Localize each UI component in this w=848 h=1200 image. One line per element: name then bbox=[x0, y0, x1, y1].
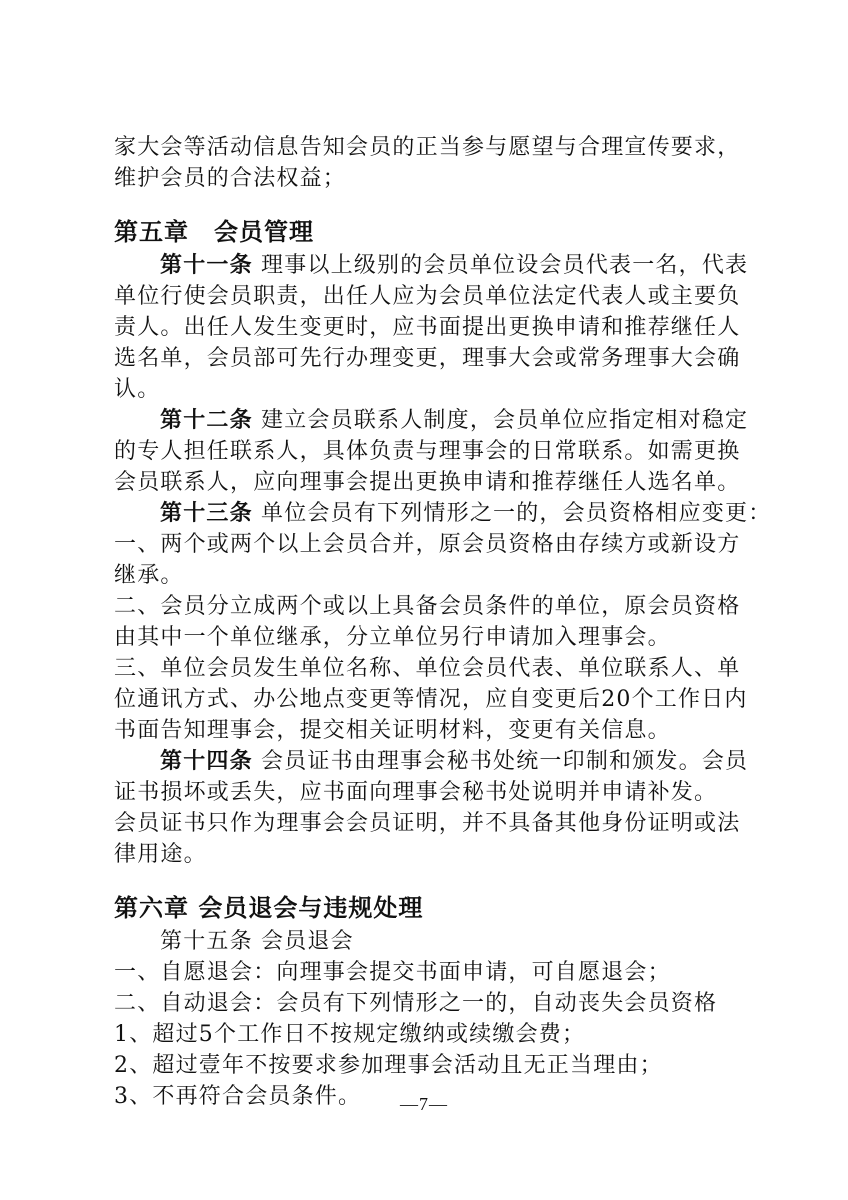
paragraph-line: 二、自动退会：会员有下列情形之一的，自动丧失会员资格 bbox=[114, 991, 718, 1016]
paragraph-line: 继承。 bbox=[114, 563, 184, 588]
paragraph-line: 2、超过壹年不按要求参加理事会活动且无正当理由； bbox=[114, 1053, 663, 1078]
article-first-line bbox=[114, 926, 754, 957]
paragraph-line: 认。 bbox=[114, 377, 161, 402]
paragraph-line: 由其中一个单位继承，分立单位另行申请加入理事会。 bbox=[114, 625, 671, 650]
chapter-title: 第六章 会员退会与违规处理 bbox=[114, 894, 424, 922]
paragraph-line: 单位行使会员职责，出任人应为会员单位法定代表人或主要负 bbox=[114, 284, 741, 309]
paragraph-line: 一、自愿退会：向理事会提交书面申请，可自愿退会； bbox=[114, 960, 671, 985]
paragraph-line: 位通讯方式、办公地点变更等情况，应自变更后20个工作日内 bbox=[114, 687, 748, 712]
article-label: 第十三条 bbox=[160, 500, 253, 526]
paragraph-line: 会员证书只作为理事会会员证明，并不具备其他身份证明或法 bbox=[114, 811, 741, 836]
article-text: 会员证书由理事会秘书处统一印制和颁发。会员 bbox=[261, 749, 749, 774]
article-text: 理事以上级别的会员单位设会员代表一名，代表 bbox=[261, 253, 749, 278]
paragraph-line: 一、两个或两个以上会员合并，原会员资格由存续方或新设方 bbox=[114, 532, 741, 557]
paragraph-line: 选名单，会员部可先行办理变更，理事大会或常务理事大会确 bbox=[114, 346, 741, 371]
paragraph-line: 的专人担任联系人，具体负责与理事会的日常联系。如需更换 bbox=[114, 439, 741, 464]
chapter-title: 第五章 会员管理 bbox=[114, 218, 314, 246]
paragraph-line: 3、不再符合会员条件。 bbox=[114, 1084, 362, 1109]
paragraph-line: 二、会员分立成两个或以上具备会员条件的单位，原会员资格 bbox=[114, 594, 741, 619]
page-content bbox=[114, 132, 772, 1112]
paragraph-line: 责人。出任人发生变更时，应书面提出更换申请和推荐继任人 bbox=[114, 315, 741, 340]
article-label: 第十二条 bbox=[160, 407, 253, 433]
article-label: 第十五条 bbox=[160, 929, 253, 954]
paragraph-line: 维护会员的合法权益； bbox=[114, 166, 347, 191]
article-first-line bbox=[114, 746, 754, 777]
paragraph-line: 律用途。 bbox=[114, 842, 207, 867]
article-first-line bbox=[114, 250, 754, 281]
article-text: 会员退会 bbox=[261, 929, 354, 954]
section-gap bbox=[114, 194, 754, 214]
paragraph-line: 证书损坏或丢失，应书面向理事会秘书处说明并申请补发。 bbox=[114, 780, 718, 805]
paragraph-line: 1、超过5个工作日不按规定缴纳或续缴会费； bbox=[114, 1022, 586, 1047]
paragraph-line: 三、单位会员发生单位名称、单位会员代表、单位联系人、单 bbox=[114, 656, 741, 681]
paragraph-line: 家大会等活动信息告知会员的正当参与愿望与合理宣传要求， bbox=[114, 135, 741, 160]
paragraph-line: 书面告知理事会，提交相关证明材料，变更有关信息。 bbox=[114, 718, 671, 743]
page-number: —7— bbox=[400, 1094, 448, 1114]
article-first-line bbox=[114, 405, 754, 436]
article-label: 第十一条 bbox=[160, 252, 253, 278]
article-text: 单位会员有下列情形之一的，会员资格相应变更： bbox=[261, 501, 772, 526]
article-text: 建立会员联系人制度，会员单位应指定相对稳定 bbox=[261, 408, 749, 433]
article-label: 第十四条 bbox=[160, 748, 253, 774]
article-first-line bbox=[114, 498, 772, 529]
paragraph-line: 会员联系人，应向理事会提出更换申请和推荐继任人选名单。 bbox=[114, 470, 741, 495]
section-gap bbox=[114, 870, 754, 890]
